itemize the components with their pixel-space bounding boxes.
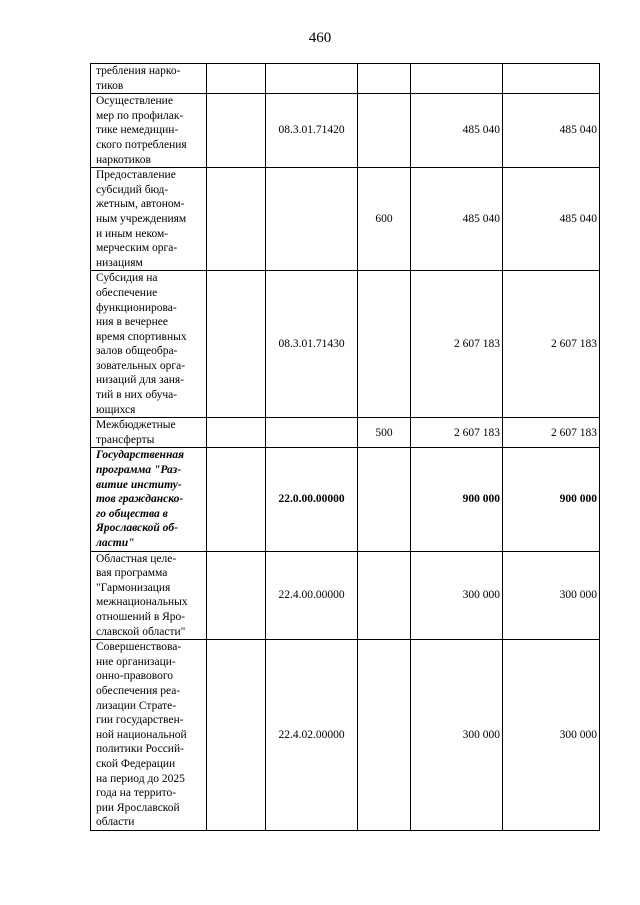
table-row bbox=[91, 551, 600, 640]
amount-year2-cell bbox=[503, 64, 600, 94]
row-name-line: наркотиков bbox=[96, 153, 151, 166]
amount-year1-cell: 485 040 bbox=[411, 94, 503, 168]
row-name-line: тике немедицин- bbox=[96, 124, 179, 137]
row-name-line: тов гражданско- bbox=[96, 493, 184, 506]
row-name-line: обеспечения реа- bbox=[96, 684, 181, 697]
row-name-line: ющихся bbox=[96, 403, 136, 416]
row-name-cell bbox=[91, 640, 207, 831]
row-name-cell bbox=[91, 418, 207, 448]
row-name-line: Государственная bbox=[96, 449, 184, 462]
row-name-line: зовательных орга- bbox=[96, 359, 186, 372]
table-row bbox=[91, 94, 600, 168]
target-code-cell bbox=[266, 168, 358, 271]
amount-year1-cell: 900 000 bbox=[411, 448, 503, 551]
row-name-line: тиков bbox=[96, 79, 124, 92]
table-row bbox=[91, 64, 600, 94]
row-name-line: витие институ- bbox=[96, 478, 182, 491]
expense-type-cell bbox=[358, 640, 411, 831]
row-name-line: "Гармонизация bbox=[96, 581, 171, 594]
table-row bbox=[91, 640, 600, 831]
amount-year2-cell: 2 607 183 bbox=[503, 418, 600, 448]
row-name-line: Субсидия на bbox=[96, 272, 158, 285]
row-name-line: ского потребления bbox=[96, 138, 187, 151]
empty-cell bbox=[207, 168, 266, 271]
row-name-line: области bbox=[96, 816, 135, 829]
budget-table bbox=[90, 63, 600, 831]
row-name-line: Осуществление bbox=[96, 95, 173, 108]
expense-type-cell bbox=[358, 64, 411, 94]
row-name-line: года на террито- bbox=[96, 787, 177, 800]
row-name-line: обеспечение bbox=[96, 286, 158, 299]
row-name-line: славской области" bbox=[96, 625, 186, 638]
target-code-cell: 22.0.00.00000 bbox=[266, 448, 358, 551]
amount-year2-cell: 300 000 bbox=[503, 551, 600, 640]
expense-type-cell bbox=[358, 271, 411, 418]
expense-type-cell bbox=[358, 94, 411, 168]
target-code-cell: 22.4.00.00000 bbox=[266, 551, 358, 640]
table-row bbox=[91, 448, 600, 551]
row-name-cell bbox=[91, 168, 207, 271]
row-name-line: ния в вечернее bbox=[96, 316, 168, 329]
empty-cell bbox=[207, 418, 266, 448]
table-row bbox=[91, 168, 600, 271]
row-name-line: гии государствен- bbox=[96, 714, 184, 727]
row-name-line: межнациональных bbox=[96, 596, 188, 609]
row-name-line: ласти" bbox=[96, 537, 135, 549]
row-name-cell bbox=[91, 448, 207, 551]
amount-year1-cell: 300 000 bbox=[411, 640, 503, 831]
row-name-line: политики Россий- bbox=[96, 743, 184, 756]
row-name-line: онно-правового bbox=[96, 670, 174, 683]
row-name-line: мер по профилак- bbox=[96, 109, 184, 122]
row-name-line: отношений в Яро- bbox=[96, 610, 186, 623]
row-name-line: Ярославской об- bbox=[96, 522, 178, 535]
expense-type-cell: 600 bbox=[358, 168, 411, 271]
row-name-line: низаций для заня- bbox=[96, 374, 184, 387]
row-name-line: ной национальной bbox=[96, 728, 187, 741]
empty-cell bbox=[207, 551, 266, 640]
row-name-line: Межбюджетные bbox=[96, 419, 176, 432]
row-name-line: Предоставление bbox=[96, 169, 176, 182]
amount-year1-cell: 2 607 183 bbox=[411, 418, 503, 448]
amount-year1-cell: 485 040 bbox=[411, 168, 503, 271]
row-name-line: ние организаци- bbox=[96, 655, 176, 668]
expense-type-cell bbox=[358, 551, 411, 640]
expense-type-cell: 500 bbox=[358, 418, 411, 448]
amount-year2-cell: 485 040 bbox=[503, 168, 600, 271]
amount-year2-cell: 485 040 bbox=[503, 94, 600, 168]
row-name-line: Областная целе- bbox=[96, 552, 177, 565]
target-code-cell: 08.3.01.71420 bbox=[266, 94, 358, 168]
amount-year2-cell: 900 000 bbox=[503, 448, 600, 551]
row-name-cell bbox=[91, 64, 207, 94]
table-row bbox=[91, 271, 600, 418]
amount-year1-cell: 2 607 183 bbox=[411, 271, 503, 418]
row-name-cell bbox=[91, 94, 207, 168]
amount-year2-cell: 2 607 183 bbox=[503, 271, 600, 418]
row-name-line: мерческим орга- bbox=[96, 242, 178, 255]
row-name-line: трансферты bbox=[96, 433, 155, 446]
expense-type-cell bbox=[358, 448, 411, 551]
row-name-line: функционирова- bbox=[96, 301, 177, 314]
empty-cell bbox=[207, 448, 266, 551]
empty-cell bbox=[207, 271, 266, 418]
empty-cell bbox=[207, 640, 266, 831]
row-name-line: Совершенствова- bbox=[96, 641, 182, 654]
row-name-line: вая программа bbox=[96, 567, 168, 580]
row-name-line: программа "Раз- bbox=[96, 464, 182, 477]
row-name-line: лизации Страте- bbox=[96, 699, 177, 712]
row-name-cell bbox=[91, 551, 207, 640]
target-code-cell bbox=[266, 64, 358, 94]
row-name-line: жетным, автоном- bbox=[96, 198, 185, 211]
empty-cell bbox=[207, 94, 266, 168]
table-row bbox=[91, 418, 600, 448]
row-name-line: ской Федерации bbox=[96, 757, 176, 770]
amount-year1-cell bbox=[411, 64, 503, 94]
amount-year1-cell: 300 000 bbox=[411, 551, 503, 640]
row-name-line: субсидий бюд- bbox=[96, 183, 169, 196]
row-name-line: и иным неком- bbox=[96, 227, 169, 240]
row-name-cell bbox=[91, 271, 207, 418]
target-code-cell bbox=[266, 418, 358, 448]
page-number: 460 bbox=[308, 30, 332, 46]
row-name-line: залов общеобра- bbox=[96, 345, 178, 358]
row-name-line: тий в них обуча- bbox=[96, 389, 178, 402]
empty-cell bbox=[207, 64, 266, 94]
row-name-line: рии Ярославской bbox=[96, 801, 180, 814]
row-name-line: требления нарко- bbox=[96, 65, 181, 77]
target-code-cell: 08.3.01.71430 bbox=[266, 271, 358, 418]
row-name-line: го общества в bbox=[96, 507, 168, 520]
row-name-line: ным учреждениям bbox=[96, 212, 187, 225]
row-name-line: на период до 2025 bbox=[96, 772, 185, 785]
target-code-cell: 22.4.02.00000 bbox=[266, 640, 358, 831]
row-name-line: низациям bbox=[96, 256, 143, 269]
row-name-line: время спортивных bbox=[96, 330, 187, 343]
amount-year2-cell: 300 000 bbox=[503, 640, 600, 831]
